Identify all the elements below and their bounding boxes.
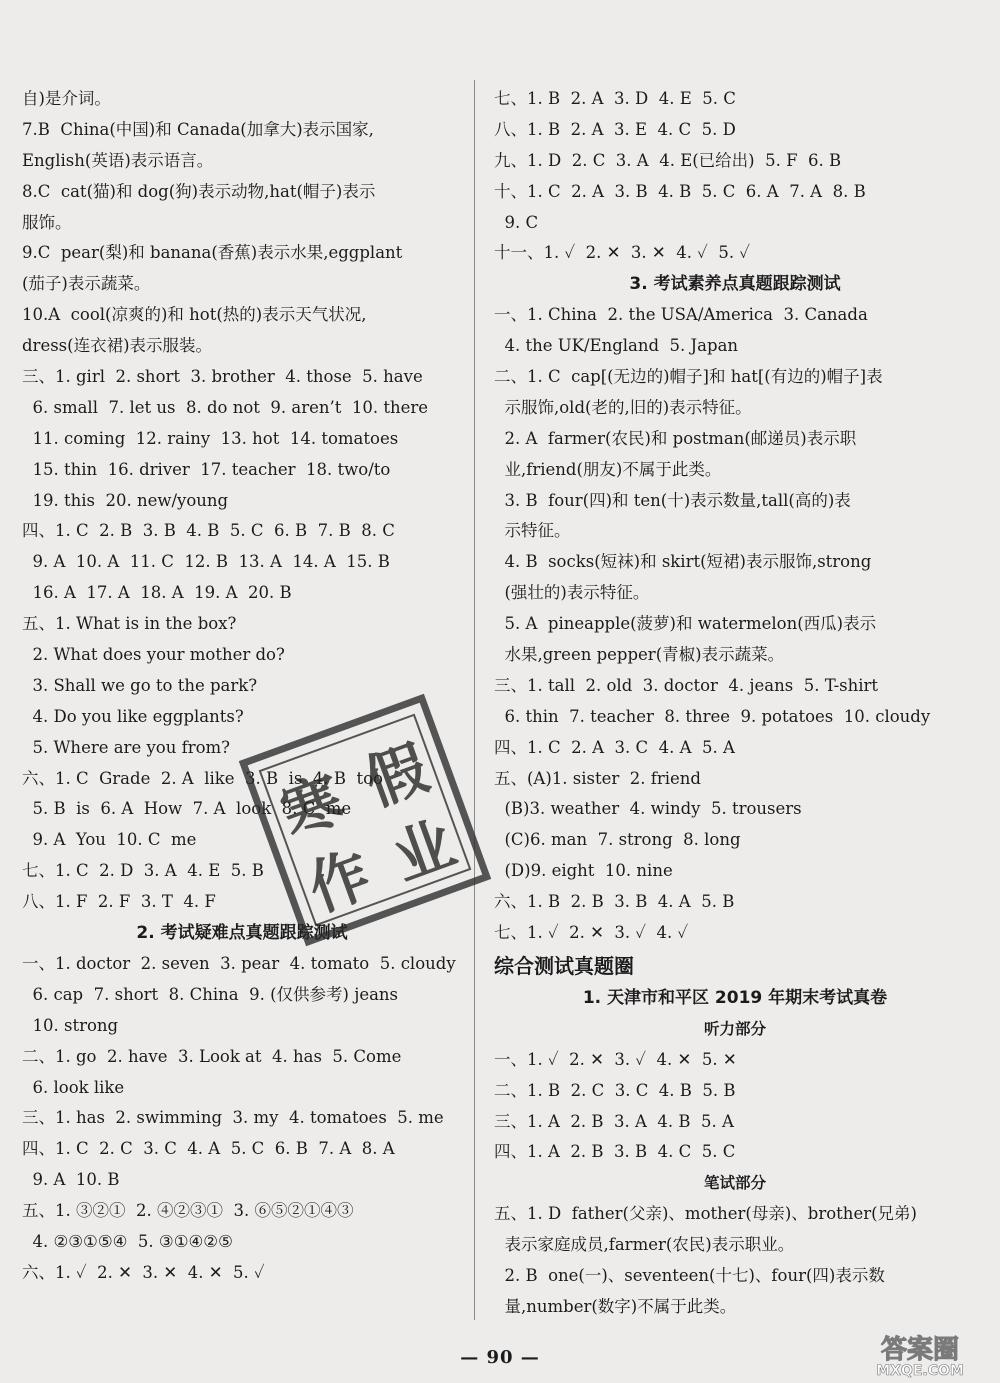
answer-line: 9.C pear(梨)和 banana(香蕉)表示水果,eggplant <box>22 243 403 263</box>
listening-label: 听力部分 <box>703 1019 766 1038</box>
answer-line: 示服饰,old(老的,旧的)表示特征。 <box>494 397 752 417</box>
answer-line: 七、1. ✓ 2. ✕ 3. ✓ 4. ✓ <box>494 923 689 943</box>
answer-line: 四、1. A 2. B 3. B 4. C 5. C <box>494 1142 736 1162</box>
column-divider <box>474 80 475 1320</box>
answer-line: 九、1. D 2. C 3. A 4. E(已给出) 5. F 6. B <box>494 150 842 170</box>
answer-line: 业,friend(朋友)不属于此类。 <box>494 459 722 479</box>
writing-label: 笔试部分 <box>703 1174 766 1193</box>
answer-line: 一、1. doctor 2. seven 3. pear 4. tomato 5. cloudy <box>22 953 456 973</box>
answer-line: 水果,green pepper(青椒)表示蔬菜。 <box>494 645 785 665</box>
answer-line: 10. strong <box>22 1015 119 1035</box>
stamp-char-1: 寒 <box>272 764 353 851</box>
answer-line: 5. A pineapple(菠萝)和 watermelon(西瓜)表示 <box>494 614 877 634</box>
subsection-title: 2. 考试疑难点真题跟踪测试 <box>136 923 348 944</box>
answer-line: 表示家庭成员,farmer(农民)表示职业。 <box>494 1235 795 1255</box>
answer-line: 4. B socks(短袜)和 skirt(短裙)表示服饰,strong <box>494 552 872 572</box>
answer-line: 9. A 10. B <box>22 1170 120 1190</box>
answer-line: 5. B is 6. A How 7. A look 8. C me <box>22 799 352 819</box>
answer-line: dress(连衣裙)表示服装。 <box>22 336 213 356</box>
answer-line: 三、1. girl 2. short 3. brother 4. those 5. have <box>22 367 423 387</box>
answer-line: 6. look like <box>22 1077 125 1097</box>
answer-line: 六、1. C Grade 2. A like 3. B is 4. B too <box>22 768 383 788</box>
section-heading: 综合测试真题圈 <box>494 953 634 978</box>
answer-line: 6. small 7. let us 8. do not 9. aren’t 10. there <box>22 397 428 417</box>
answer-line: 2. What does your mother do? <box>22 645 285 665</box>
stamp-char-4: 业 <box>384 808 465 895</box>
answer-line: 五、1. What is in the box? <box>22 614 237 634</box>
answer-line: (B)3. weather 4. windy 5. trousers <box>494 799 802 819</box>
listening-answers <box>494 1045 976 1169</box>
stamp-char-2: 假 <box>356 733 438 820</box>
answer-line: 五、1. ③②① 2. ④②③① 3. ⑥⑤②①④③ <box>22 1201 354 1221</box>
answer-line: 六、1. ✓ 2. ✕ 3. ✕ 4. ✕ 5. ✓ <box>22 1262 265 1282</box>
answer-line: 十一、1. ✓ 2. ✕ 3. ✕ 4. ✓ 5. ✓ <box>494 243 750 263</box>
answer-line: 8.C cat(猫)和 dog(狗)表示动物,hat(帽子)表示 <box>22 181 376 201</box>
answer-line: 三、1. A 2. B 3. A 4. B 5. A <box>494 1111 734 1131</box>
answer-line: English(英语)表示语言。 <box>22 150 214 170</box>
answer-line: 9. A 10. A 11. C 12. B 13. A 14. A 15. B <box>22 552 390 572</box>
answer-line: 2. B one(一)、seventeen(十七)、four(四)表示数 <box>494 1265 885 1285</box>
answer-line: 5. Where are you from? <box>22 737 231 757</box>
answer-line: 9. C <box>494 212 539 232</box>
answer-line: 二、1. B 2. C 3. C 4. B 5. B <box>494 1080 736 1100</box>
answer-line: 二、1. C cap[(无边的)帽子]和 hat[(有边的)帽子]表 <box>494 367 883 387</box>
answer-line: 二、1. go 2. have 3. Look at 4. has 5. Come <box>22 1046 402 1066</box>
answer-line: 3. Shall we go to the park? <box>22 675 258 695</box>
answer-line: 一、1. ✓ 2. ✕ 3. ✓ 4. ✕ 5. ✕ <box>494 1049 737 1069</box>
answer-line: 一、1. China 2. the USA/America 3. Canada <box>494 305 868 325</box>
subsection-title: 3. 考试素养点真题跟踪测试 <box>629 274 841 295</box>
answer-line: 三、1. has 2. swimming 3. my 4. tomatoes 5. me <box>22 1108 444 1128</box>
answer-line: (强壮的)表示特征。 <box>494 583 650 603</box>
answer-line: 七、1. C 2. D 3. A 4. E 5. B <box>22 861 264 881</box>
answer-line: 19. this 20. new/young <box>22 490 229 510</box>
answer-line: 2. A farmer(农民)和 postman(邮递员)表示职 <box>494 428 857 448</box>
answer-line: 八、1. F 2. F 3. T 4. F <box>22 892 216 912</box>
answer-line: 9. A You 10. C me <box>22 830 197 850</box>
answer-line: 八、1. B 2. A 3. E 4. C 5. D <box>494 119 736 139</box>
page-number: — 90 — <box>460 1347 540 1368</box>
writing-answers <box>494 1199 976 1323</box>
answer-line: 自)是介词。 <box>22 89 111 108</box>
answer-line: 10.A cool(凉爽的)和 hot(热的)表示天气状况, <box>22 305 367 325</box>
answer-line: 11. coming 12. rainy 13. hot 14. tomatoes <box>22 428 399 448</box>
right-column <box>494 84 976 1323</box>
answer-line: 7.B China(中国)和 Canada(加拿大)表示国家, <box>22 119 374 139</box>
answer-line: 6. thin 7. teacher 8. three 9. potatoes 10. cloudy <box>494 706 931 726</box>
answer-line: 15. thin 16. driver 17. teacher 18. two/to <box>22 459 391 479</box>
answer-line: 6. cap 7. short 8. China 9. (仅供参考) jeans <box>22 984 399 1004</box>
answer-line: 五、(A)1. sister 2. friend <box>494 768 701 788</box>
answer-line: 六、1. B 2. B 3. B 4. A 5. B <box>494 892 735 912</box>
answer-line: 五、1. D father(父亲)、mother(母亲)、brother(兄弟) <box>494 1204 917 1224</box>
answer-line: 服饰。 <box>22 212 72 232</box>
answer-line: (C)6. man 7. strong 8. long <box>494 830 741 850</box>
right-column-lines <box>494 84 976 949</box>
answer-line: 四、1. C 2. C 3. C 4. A 5. C 6. B 7. A 8. A <box>22 1139 395 1159</box>
left-column <box>22 84 465 1289</box>
watermark-sub-text: MXQE.COM <box>876 1363 964 1378</box>
answer-line: 四、1. C 2. A 3. C 4. A 5. A <box>494 737 735 757</box>
answer-line: 4. the UK/England 5. Japan <box>494 336 739 356</box>
stamp-char-3: 作 <box>299 839 380 926</box>
answer-line: (D)9. eight 10. nine <box>494 861 673 881</box>
answer-line: 示特征。 <box>494 521 571 541</box>
answer-line: 3. B four(四)和 ten(十)表示数量,tall(高的)表 <box>494 490 851 510</box>
exam-title: 1. 天津市和平区 2019 年期末考试真卷 <box>582 987 888 1008</box>
answer-line: 4. Do you like eggplants? <box>22 706 244 726</box>
answer-line: 七、1. B 2. A 3. D 4. E 5. C <box>494 89 736 108</box>
answer-line: 4. ②③①⑤④ 5. ③①④②⑤ <box>22 1231 233 1251</box>
watermark-main-text: 答案圈 <box>880 1335 960 1365</box>
answer-line: 十、1. C 2. A 3. B 4. B 5. C 6. A 7. A 8. B <box>494 181 866 201</box>
answer-line: 16. A 17. A 18. A 19. A 20. B <box>22 583 292 603</box>
answer-line: (茄子)表示蔬菜。 <box>22 274 151 294</box>
answer-line: 三、1. tall 2. old 3. doctor 4. jeans 5. T-shirt <box>494 675 879 695</box>
answer-line: 量,number(数字)不属于此类。 <box>494 1296 737 1316</box>
answer-line: 四、1. C 2. B 3. B 4. B 5. C 6. B 7. B 8. C <box>22 521 395 541</box>
